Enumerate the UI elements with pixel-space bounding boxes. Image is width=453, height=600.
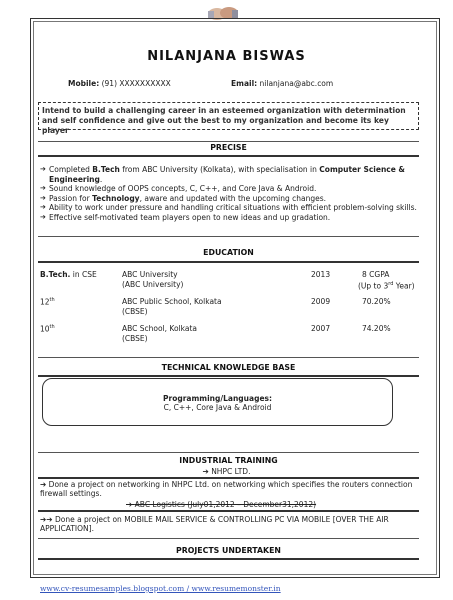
section-divider <box>38 452 419 453</box>
precise-list <box>40 165 418 222</box>
education-row <box>40 324 420 346</box>
section-divider <box>38 155 419 157</box>
arrow-icon: ➔ <box>126 500 135 509</box>
education-row <box>40 270 420 292</box>
mobile-label: Mobile: <box>68 79 100 88</box>
technical-box <box>42 378 393 426</box>
institution: ABC University (ABC University) <box>122 270 184 289</box>
institution: ABC Public School, Kolkata (CBSE) <box>122 297 222 316</box>
section-divider <box>38 236 419 237</box>
degree: B.Tech. in CSE <box>40 270 97 279</box>
section-divider <box>38 357 419 358</box>
degree: 12th <box>40 297 55 307</box>
mobile-contact <box>68 79 171 88</box>
section-divider <box>38 558 419 560</box>
section-divider <box>38 141 419 142</box>
list-item: ➔ Completed B.Tech from ABC University (Kolkata), with specialisation in Computer Science & Engineering. <box>40 165 418 184</box>
arrow-icon: ➔➔ <box>40 515 55 524</box>
education-title: EDUCATION <box>203 248 254 257</box>
education-row <box>40 297 420 319</box>
training-item: ➔ Done a project on networking in NHPC Ltd. on networking which specifies the routers connection firewall settings. <box>40 480 413 498</box>
company-line-2: ➔ ABC Logistics (July01,2012 – December31,2012) <box>126 500 317 509</box>
section-divider <box>38 538 419 539</box>
company-line: ➔ NHPC LTD. <box>202 467 251 476</box>
email-contact <box>231 79 333 88</box>
tech-heading: Programming/Languages: <box>163 394 272 403</box>
institution: ABC School, Kolkata (CBSE) <box>122 324 197 343</box>
candidate-name: NILANJANA BISWAS <box>147 49 306 64</box>
email-label: Email: <box>231 79 258 88</box>
section-divider <box>38 477 419 479</box>
year: 2009 <box>311 297 331 306</box>
list-item: ➔ Passion for Technology, aware and updated with the upcoming changes. <box>40 194 418 204</box>
score: 70.20% <box>362 297 391 306</box>
mobile-value: (91) XXXXXXXXXX <box>99 79 171 88</box>
arrow-icon: ➔ <box>40 480 49 489</box>
technical-title: TECHNICAL KNOWLEDGE BASE <box>161 363 296 372</box>
degree: 10th <box>40 324 55 334</box>
career-objective: Intend to build a challenging career in an esteemed organization with determination and self confidence and give out the best to my organization and become its key player <box>38 102 419 130</box>
projects-title: PROJECTS UNDERTAKEN <box>176 546 281 555</box>
footer-link[interactable]: www.cv-resumesamples.blogspot.com / www.resumemonster.in <box>40 584 281 593</box>
training-item: ➔➔ Done a project on MOBILE MAIL SERVICE & CONTROLLING PC VIA MOBILE [OVER THE AIR APPLICATION]. <box>40 515 389 533</box>
score: 8 CGPA (Up to 3rd Year) <box>358 270 415 290</box>
score: 74.20% <box>362 324 391 333</box>
year: 2007 <box>311 324 331 333</box>
industrial-title: INDUSTRIAL TRAINING <box>179 456 278 465</box>
list-item: ➔ Ability to work under pressure and handling critical situations with efficient problem-solving skills. <box>40 203 418 213</box>
list-item: ➔ Effective self-motivated team players open to new ideas and up gradation. <box>40 213 418 223</box>
arrow-icon: ➔ <box>202 467 212 476</box>
email-value: nilanjana@abc.com <box>257 79 334 88</box>
section-divider <box>38 510 419 512</box>
tech-value: C, C++, Core Java & Android <box>163 403 272 412</box>
section-divider <box>38 261 419 263</box>
list-item: ➔ Sound knowledge of OOPS concepts, C, C++, and Core Java & Android. <box>40 184 418 194</box>
section-divider <box>38 375 419 377</box>
precise-title: PRECISE <box>210 143 247 152</box>
year: 2013 <box>311 270 331 279</box>
